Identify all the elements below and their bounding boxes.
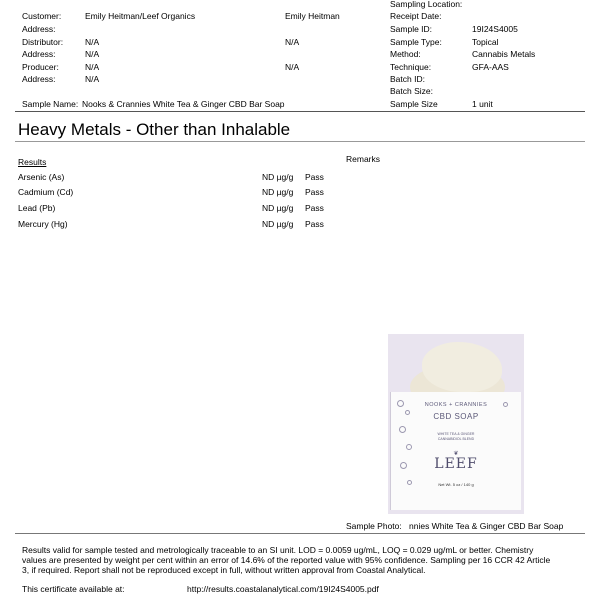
analyte-name: Mercury (Hg)	[18, 219, 68, 229]
disclaimer-line-2: values are presented by weight per cent within an error of 14.6% of the reported value with 95% confidence. Sampling per 16 CCR 42 Article	[22, 555, 551, 565]
distributor-address-value: N/A	[85, 49, 100, 59]
header-divider	[15, 111, 585, 112]
distributor-contact: N/A	[285, 37, 300, 47]
customer-value: Emily Heitman/Leef Organics	[85, 11, 196, 21]
results-label: Results	[18, 157, 47, 167]
producer-address-label: Address:	[22, 74, 56, 84]
distributor-address-label: Address:	[22, 49, 56, 59]
customer-contact: Emily Heitman	[285, 11, 340, 21]
box-weight: Net Wt. 5 oz / 140 g	[438, 482, 474, 487]
footer-divider	[15, 533, 585, 534]
certificate-link[interactable]: http://results.coastalanalytical.com/19I24S4005.pdf	[187, 584, 379, 594]
sample-name-label: Sample Name:	[22, 99, 79, 109]
technique-label: Technique:	[390, 62, 432, 72]
analyte-status: Pass	[305, 187, 324, 197]
customer-label: Customer:	[22, 11, 62, 21]
receipt-date-label: Receipt Date:	[390, 11, 442, 21]
customer-address-label: Address:	[22, 24, 56, 34]
distributor-value: N/A	[85, 37, 100, 47]
section-title: Heavy Metals - Other than Inhalable	[18, 120, 291, 139]
sample-type-label: Sample Type:	[390, 37, 442, 47]
section-divider	[15, 141, 585, 142]
photo-caption-label: Sample Photo:	[346, 521, 402, 531]
analyte-value: ND µg/g	[262, 172, 294, 182]
analyte-status: Pass	[305, 172, 324, 182]
soap-box	[390, 392, 521, 510]
producer-contact: N/A	[285, 62, 300, 72]
sample-type-value: Topical	[472, 37, 499, 47]
sample-id-label: Sample ID:	[390, 24, 433, 34]
leaf-icon: ❦	[453, 451, 459, 457]
analyte-name: Lead (Pb)	[18, 203, 56, 213]
analyte-value: ND µg/g	[262, 203, 294, 213]
disclaimer-line-1: Results valid for sample tested and metrologically traceable to an SI unit. LOD = 0.0059 ug/mL, LOQ = 0.029 ug/mL or better. Chemistry	[22, 545, 534, 555]
producer-value: N/A	[85, 62, 100, 72]
producer-address-value: N/A	[85, 74, 100, 84]
sampling-location-label: Sampling Location:	[390, 0, 463, 9]
producer-label: Producer:	[22, 62, 59, 72]
certificate-label: This certificate available at:	[22, 584, 125, 594]
batch-id-label: Batch ID:	[390, 74, 425, 84]
photo-caption-value: nnies White Tea & Ginger CBD Bar Soap	[409, 521, 564, 531]
analyte-name: Cadmium (Cd)	[18, 187, 74, 197]
sample-id-value: 19I24S4005	[472, 24, 518, 34]
method-value: Cannabis Metals	[472, 49, 536, 59]
analyte-name: Arsenic (As)	[18, 172, 65, 182]
technique-value: GFA-AAS	[472, 62, 509, 72]
analyte-status: Pass	[305, 203, 324, 213]
batch-size-label: Batch Size:	[390, 86, 433, 96]
analyte-value: ND µg/g	[262, 219, 294, 229]
disclaimer-line-3: 3, if required. Report shall not be reproduced except in full, without written approval from Coastal Analytical.	[22, 565, 426, 575]
sample-name-value: Nooks & Crannies White Tea & Ginger CBD Bar Soap	[82, 99, 285, 109]
box-variant-1: WHITE TEA & GINGER	[437, 432, 475, 436]
sample-size-label: Sample Size	[390, 99, 438, 109]
box-logo: LEEF	[434, 456, 478, 472]
sample-size-value: 1 unit	[472, 99, 493, 109]
sample-photo	[388, 334, 524, 514]
soap-bar-highlight	[422, 342, 502, 392]
distributor-label: Distributor:	[22, 37, 64, 47]
box-product: CBD SOAP	[433, 412, 479, 421]
remarks-label: Remarks	[346, 154, 381, 164]
analyte-value: ND µg/g	[262, 187, 294, 197]
box-brand: NOOKS + CRANNIES	[424, 402, 488, 408]
box-variant-2: CANNABIDIOL BLEND	[437, 437, 475, 441]
method-label: Method:	[390, 49, 421, 59]
analyte-status: Pass	[305, 219, 324, 229]
